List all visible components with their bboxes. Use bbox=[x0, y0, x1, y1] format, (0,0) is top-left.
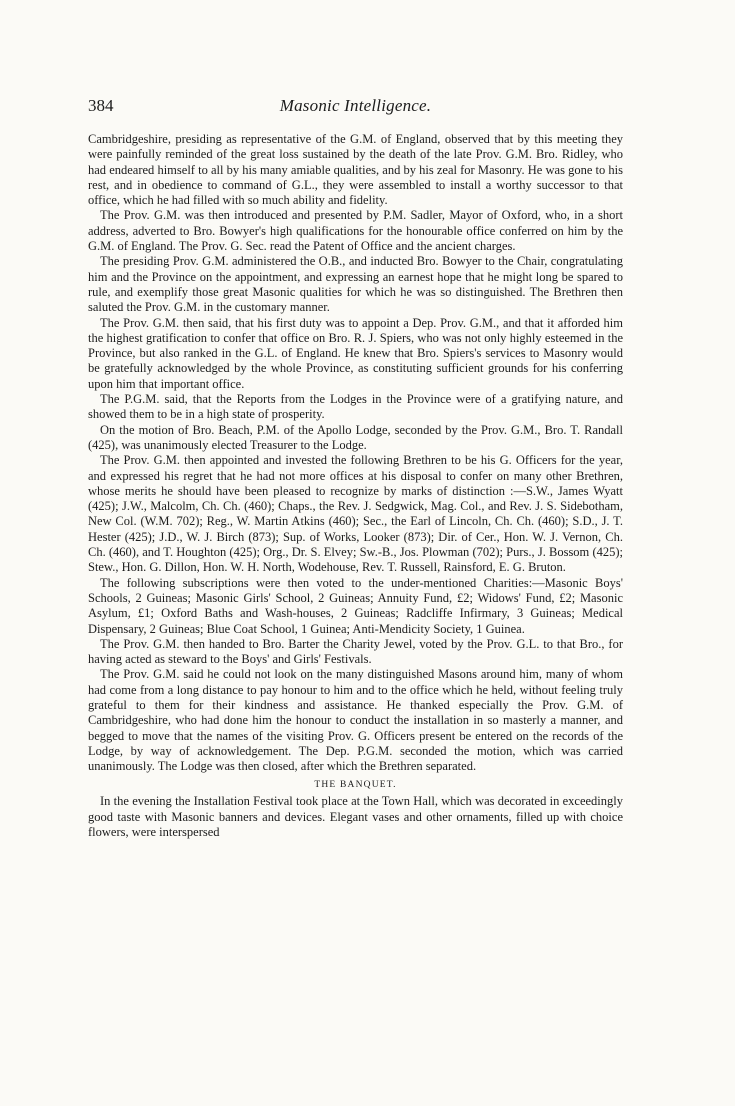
article-body bbox=[88, 132, 623, 840]
running-head bbox=[88, 96, 623, 122]
paragraph: The P.G.M. said, that the Reports from the Lodges in the Province were of a gratifying nature, and showed them to be in a high state of prosperity. bbox=[88, 392, 623, 422]
paragraph: In the evening the Installation Festival took place at the Town Hall, which was decorated in exceedingly good taste with Masonic banners and devices. Elegant vases and other ornaments, filled up with choice flowers, were interspersed bbox=[88, 794, 623, 840]
page-number: 384 bbox=[88, 96, 114, 115]
paragraph: The Prov. G.M. said he could not look on the many distinguished Masons around him, many of whom had come from a long distance to pay honour to him and to the office which he held, without feeling truly grateful to them for their kindness and assistance. He thanked especially the Prov. G.M. of Cambridgeshire, who had done him the honour to conduct the installation in so masterly a manner, and begged to move that the names of the visiting Prov. G. Officers present be entered on the records of the Lodge, by way of acknowledgement. The Dep. P.G.M. seconded the motion, which was carried unanimously. The Lodge was then closed, after which the Brethren separated. bbox=[88, 667, 623, 774]
paragraph: The presiding Prov. G.M. administered the O.B., and inducted Bro. Bowyer to the Chair, congratulating him and the Province on the appointment, and expressing an earnest hope that he might long be spared to rule, and exemplify those great Masonic qualities for which he was so distinguished. The Brethren then saluted the Prov. G.M. in the customary manner. bbox=[88, 254, 623, 315]
running-title: Masonic Intelligence. bbox=[279, 96, 432, 115]
paragraph: The Prov. G.M. then appointed and invested the following Brethren to be his G. Officers for the year, and expressed his regret that he had not more offices at his disposal to confer on many other Brethren, whose merits he should have been pleased to recognize by marks of distinction :—S.W., James Wyatt (425); J.W., Malcolm, Ch. Ch. (460); Chaps., the Rev. J. Sedgwick, Mag. Col., and Rev. J. S. Sidebotham, New Col. (W.M. 702); Reg., W. Martin Atkins (460); Sec., the Earl of Lincoln, Ch. Ch. (460); S.D., J. T. Hester (425); J.D., W. J. Birch (873); Sup. of Works, Looker (873); Dir. of Cer., Hon. W. J. Vernon, Ch. Ch. (460), and T. Houghton (425); Org., Dr. S. Elvey; Sw.-B., Jos. Plowman (702); Purs., J. Bossom (425); Stew., Hon. G. Dillon, Hon. W. H. North, Wodehouse, Rev. T. Russell, Rainsford, E. G. Bruton. bbox=[88, 453, 623, 575]
paragraph: The Prov. G.M. then said, that his first duty was to appoint a Dep. Prov. G.M., and that it afforded him the highest gratification to confer that office on Bro. R. J. Spiers, who was not only highly esteemed in the Province, but also ranked in the G.L. of England. He knew that Bro. Spiers's services to Masonry would be gratefully acknowledged by the whole Province, as constituting sufficient grounds for his conferring upon him that important office. bbox=[88, 315, 623, 391]
paragraph: On the motion of Bro. Beach, P.M. of the Apollo Lodge, seconded by the Prov. G.M., Bro. T. Randall (425), was unanimously elected Treasurer to the Lodge. bbox=[88, 422, 623, 452]
paragraph: Cambridgeshire, presiding as representative of the G.M. of England, observed that by this meeting they were painfully reminded of the great loss sustained by the death of the late Prov. G.M. Bro. Ridley, who had endeared himself to all by his many amiable qualities, and by his zeal for Masonry. He was gone to his rest, and in obedience to command of G.L., they were assembled to install a worthy successor to that office, which he had filled with so much ability and fidelity. bbox=[88, 132, 623, 208]
paragraph: The Prov. G.M. was then introduced and presented by P.M. Sadler, Mayor of Oxford, who, in a short address, adverted to Bro. Bowyer's high qualifications for the honourable office conferred on him by the G.M. of England. The Prov. G. Sec. read the Patent of Office and the ancient charges. bbox=[88, 208, 623, 254]
section-heading: THE BANQUET. bbox=[314, 780, 397, 791]
paragraph: The Prov. G.M. then handed to Bro. Barter the Charity Jewel, voted by the Prov. G.L. to that Bro., for having acted as steward to the Boys' and Girls' Festivals. bbox=[88, 636, 623, 667]
paragraph: The following subscriptions were then voted to the under-mentioned Charities:—Masonic Boys' Schools, 2 Guineas; Masonic Girls' School, 2 Guineas; Annuity Fund, £2; Widows' Fund, £2; Masonic Asylum, £1; Oxford Baths and Wash-houses, 2 Guineas; Radcliffe Infirmary, 3 Guineas; Medical Dispensary, 2 Guineas; Blue Coat School, 1 Guinea; Anti-Mendicity Society, 1 Guinea. bbox=[88, 575, 623, 636]
